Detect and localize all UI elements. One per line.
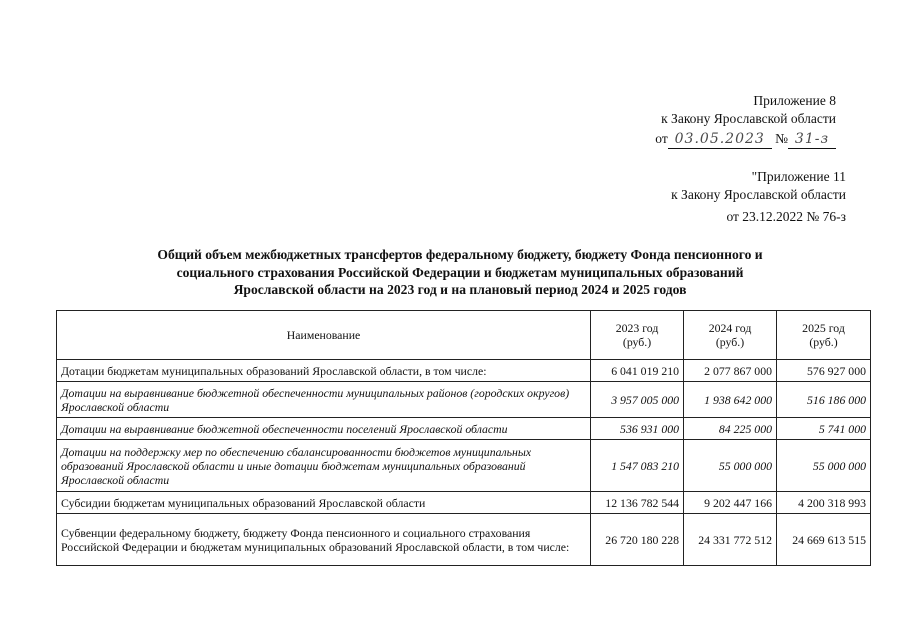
header-2025: 2025 год (руб.) (777, 311, 871, 360)
value-2025: 576 927 000 (777, 360, 871, 382)
row-name: Дотации на выравнивание бюджетной обеспеченности поселений Ярославской области (57, 418, 591, 440)
row-name: Субвенции федеральному бюджету, бюджету Фонда пенсионного и социального страхования Российской Федерации и бюджетам муниципальных образований Ярославской области, в том числе: (57, 514, 591, 566)
value-2023: 536 931 000 (591, 418, 684, 440)
row-name: Дотации на выравнивание бюджетной обеспеченности муниципальных районов (городских округов) Ярославской области (57, 382, 591, 418)
value-2025: 55 000 000 (777, 440, 871, 492)
appendix-number: Приложение 8 (753, 93, 836, 108)
value-2024: 55 000 000 (684, 440, 777, 492)
title-line-1: Общий объем межбюджетных трансфертов федеральному бюджету, бюджету Фонда пенсионного и (157, 247, 763, 262)
transfers-table (56, 310, 871, 566)
value-2025: 4 200 318 993 (777, 492, 871, 514)
title-line-2: социального страхования Российской Федерации и бюджетам муниципальных образований (176, 264, 744, 280)
title-line-3: Ярославской области на 2023 год и на плановый период 2024 и 2025 годов (233, 282, 687, 297)
table-row (57, 418, 871, 440)
table-row (57, 440, 871, 492)
appendix-law: к Закону Ярославской области (661, 111, 836, 126)
table-row (57, 382, 871, 418)
table-header-row (57, 311, 871, 360)
handwritten-date: 03.05.2023 (668, 130, 772, 149)
previous-appendix-header (671, 168, 846, 226)
value-2023: 3 957 005 000 (591, 382, 684, 418)
value-2024: 1 938 642 000 (684, 382, 777, 418)
header-2023: 2023 год (руб.) (591, 311, 684, 360)
row-name: Дотации на поддержку мер по обеспечению сбалансированности бюджетов муниципальных образований Ярославской области и иные дотации бюджетам муниципальных образований Ярославской области (57, 440, 591, 492)
number-prefix: № (775, 131, 788, 146)
value-2025: 5 741 000 (777, 418, 871, 440)
value-2023: 12 136 782 544 (591, 492, 684, 514)
value-2024: 24 331 772 512 (684, 514, 777, 566)
table-row (57, 492, 871, 514)
value-2024: 9 202 447 166 (684, 492, 777, 514)
row-name: Субсидии бюджетам муниципальных образований Ярославской области (57, 492, 591, 514)
value-2023: 1 547 083 210 (591, 440, 684, 492)
previous-appendix-number: "Приложение 11 (751, 169, 846, 184)
appendix-signline (655, 130, 836, 149)
header-2024: 2024 год (руб.) (684, 311, 777, 360)
value-2025: 24 669 613 515 (777, 514, 871, 566)
row-name: Дотации бюджетам муниципальных образований Ярославской области, в том числе: (57, 360, 591, 382)
handwritten-number: 31-з (788, 130, 836, 149)
previous-appendix-law: к Закону Ярославской области (671, 187, 846, 202)
header-name: Наименование (57, 311, 591, 360)
table-row (57, 514, 871, 566)
table-row (57, 360, 871, 382)
previous-appendix-date: от 23.12.2022 № 76-з (726, 209, 846, 224)
value-2023: 26 720 180 228 (591, 514, 684, 566)
value-2024: 84 225 000 (684, 418, 777, 440)
value-2024: 2 077 867 000 (684, 360, 777, 382)
document-title (60, 246, 860, 299)
value-2025: 516 186 000 (777, 382, 871, 418)
from-prefix: от (655, 131, 668, 146)
appendix-header (655, 92, 836, 149)
value-2023: 6 041 019 210 (591, 360, 684, 382)
